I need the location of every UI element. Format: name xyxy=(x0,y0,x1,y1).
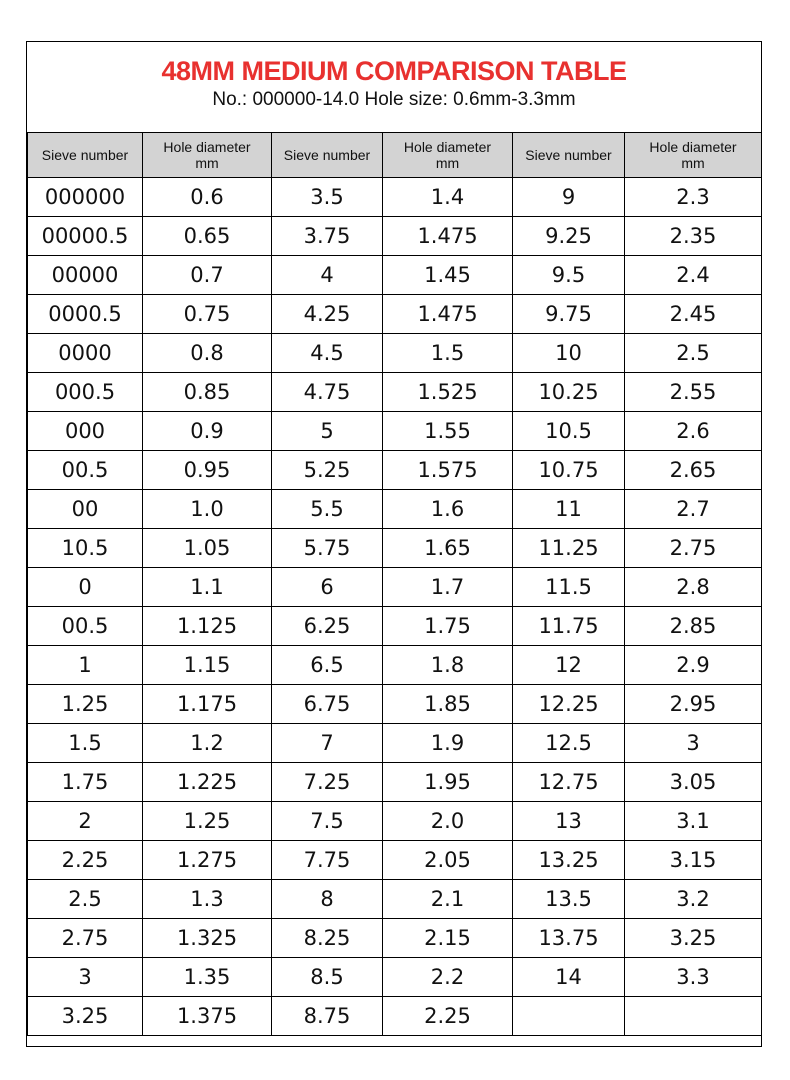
sieve-number-cell: 4.25 xyxy=(272,295,383,334)
sieve-number-cell: 6.25 xyxy=(272,607,383,646)
hole-diameter-cell: 2.4 xyxy=(625,256,762,295)
hole-diameter-cell: 2.55 xyxy=(625,373,762,412)
sieve-number-cell: 2.25 xyxy=(28,841,143,880)
table-row xyxy=(28,412,762,451)
table-row xyxy=(28,919,762,958)
sieve-number-cell: 2 xyxy=(28,802,143,841)
title-block xyxy=(27,42,761,132)
table-row xyxy=(28,724,762,763)
table-row xyxy=(28,490,762,529)
sieve-number-cell: 2.5 xyxy=(28,880,143,919)
hole-diameter-cell: 3.3 xyxy=(625,958,762,997)
hole-diameter-cell: 1.9 xyxy=(383,724,513,763)
sieve-number-cell: 4.75 xyxy=(272,373,383,412)
sieve-number-cell: 6 xyxy=(272,568,383,607)
header-hole-diameter-3 xyxy=(625,133,762,178)
sieve-number-cell: 8.5 xyxy=(272,958,383,997)
hole-diameter-cell: 0.9 xyxy=(143,412,272,451)
hole-diameter-cell: 1.5 xyxy=(383,334,513,373)
sieve-number-cell: 6.75 xyxy=(272,685,383,724)
hole-diameter-cell: 3.25 xyxy=(625,919,762,958)
hole-diameter-cell: 1.45 xyxy=(383,256,513,295)
header-line1: Sieve number xyxy=(41,147,129,163)
header-line1: Sieve number xyxy=(283,147,371,163)
sieve-number-cell: 1.25 xyxy=(28,685,143,724)
sieve-number-cell: 7.75 xyxy=(272,841,383,880)
table-row xyxy=(28,451,762,490)
hole-diameter-cell: 1.85 xyxy=(383,685,513,724)
hole-diameter-cell: 1.6 xyxy=(383,490,513,529)
hole-diameter-cell: 2.25 xyxy=(383,997,513,1036)
hole-diameter-cell: 2.65 xyxy=(625,451,762,490)
hole-diameter-cell: 1.1 xyxy=(143,568,272,607)
hole-diameter-cell: 1.8 xyxy=(383,646,513,685)
table-row xyxy=(28,529,762,568)
hole-diameter-cell: 1.3 xyxy=(143,880,272,919)
sieve-number-cell: 12 xyxy=(513,646,625,685)
sieve-number-cell: 1 xyxy=(28,646,143,685)
table-row xyxy=(28,646,762,685)
hole-diameter-cell: 1.35 xyxy=(143,958,272,997)
sieve-number-cell: 7.25 xyxy=(272,763,383,802)
hole-diameter-cell: 2.15 xyxy=(383,919,513,958)
hole-diameter-cell: 2.75 xyxy=(625,529,762,568)
sieve-number-cell: 000.5 xyxy=(28,373,143,412)
sieve-number-cell: 11.75 xyxy=(513,607,625,646)
sieve-number-cell: 10.75 xyxy=(513,451,625,490)
table-row xyxy=(28,958,762,997)
sieve-number-cell: 7 xyxy=(272,724,383,763)
hole-diameter-cell: 2.9 xyxy=(625,646,762,685)
table-row xyxy=(28,685,762,724)
sieve-number-cell: 12.25 xyxy=(513,685,625,724)
header-hole-diameter-2 xyxy=(383,133,513,178)
hole-diameter-cell: 1.125 xyxy=(143,607,272,646)
hole-diameter-cell: 1.325 xyxy=(143,919,272,958)
header-line1: Hole diameter xyxy=(163,139,251,155)
sieve-number-cell: 10.5 xyxy=(28,529,143,568)
table-row xyxy=(28,802,762,841)
sieve-number-cell: 4.5 xyxy=(272,334,383,373)
hole-diameter-cell: 2.7 xyxy=(625,490,762,529)
sieve-number-cell: 9 xyxy=(513,178,625,217)
hole-diameter-cell: 1.2 xyxy=(143,724,272,763)
hole-diameter-cell: 3.1 xyxy=(625,802,762,841)
hole-diameter-cell: 1.15 xyxy=(143,646,272,685)
header-line1: Hole diameter xyxy=(403,139,492,155)
sieve-number-cell: 1.75 xyxy=(28,763,143,802)
sieve-number-cell: 9.5 xyxy=(513,256,625,295)
hole-diameter-cell: 1.275 xyxy=(143,841,272,880)
hole-diameter-cell: 2.85 xyxy=(625,607,762,646)
sieve-number-cell: 10.25 xyxy=(513,373,625,412)
sieve-number-cell: 0000.5 xyxy=(28,295,143,334)
table-row xyxy=(28,178,762,217)
table-row xyxy=(28,841,762,880)
hole-diameter-cell: 0.7 xyxy=(143,256,272,295)
table-subtitle: No.: 000000-14.0 Hole size: 0.6mm-3.3mm xyxy=(212,89,576,110)
sieve-number-cell: 1.5 xyxy=(28,724,143,763)
sieve-number-cell: 2.75 xyxy=(28,919,143,958)
hole-diameter-cell: 2.0 xyxy=(383,802,513,841)
sieve-number-cell: 000 xyxy=(28,412,143,451)
sieve-number-cell: 3 xyxy=(28,958,143,997)
header-sieve-number-2 xyxy=(272,133,383,178)
hole-diameter-cell: 3 xyxy=(625,724,762,763)
header-line1: Sieve number xyxy=(525,147,612,163)
sieve-number-cell: 3.25 xyxy=(28,997,143,1036)
table-title: 48MM MEDIUM COMPARISON TABLE xyxy=(161,56,627,86)
sieve-number-cell: 13.5 xyxy=(513,880,625,919)
hole-diameter-cell: 0.6 xyxy=(143,178,272,217)
hole-diameter-cell: 1.95 xyxy=(383,763,513,802)
sieve-number-cell: 9.25 xyxy=(513,217,625,256)
hole-diameter-cell: 2.3 xyxy=(625,178,762,217)
sieve-number-cell: 8.25 xyxy=(272,919,383,958)
table-row xyxy=(28,334,762,373)
hole-diameter-cell: 1.65 xyxy=(383,529,513,568)
header-row xyxy=(28,133,762,178)
sieve-number-cell: 8.75 xyxy=(272,997,383,1036)
hole-diameter-cell: 3.2 xyxy=(625,880,762,919)
hole-diameter-cell: 1.75 xyxy=(383,607,513,646)
table-row xyxy=(28,763,762,802)
sieve-number-cell: 11 xyxy=(513,490,625,529)
hole-diameter-cell: 2.6 xyxy=(625,412,762,451)
hole-diameter-cell: 1.525 xyxy=(383,373,513,412)
hole-diameter-cell: 1.475 xyxy=(383,295,513,334)
sieve-number-cell: 13 xyxy=(513,802,625,841)
table-row xyxy=(28,997,762,1036)
hole-diameter-cell: 0.85 xyxy=(143,373,272,412)
hole-diameter-cell: 1.25 xyxy=(143,802,272,841)
hole-diameter-cell: 1.375 xyxy=(143,997,272,1036)
hole-diameter-cell: 0.8 xyxy=(143,334,272,373)
sieve-number-cell: 7.5 xyxy=(272,802,383,841)
sieve-number-cell: 5.75 xyxy=(272,529,383,568)
sieve-number-cell: 10 xyxy=(513,334,625,373)
sieve-number-cell: 12.75 xyxy=(513,763,625,802)
table-row xyxy=(28,880,762,919)
header-sieve-number-1 xyxy=(28,133,143,178)
table-row xyxy=(28,256,762,295)
header-sieve-number-3 xyxy=(513,133,625,178)
sieve-number-cell: 00000.5 xyxy=(28,217,143,256)
sieve-comparison-table xyxy=(27,132,762,1036)
hole-diameter-cell: 0.65 xyxy=(143,217,272,256)
sieve-number-cell xyxy=(513,997,625,1036)
hole-diameter-cell xyxy=(625,997,762,1036)
hole-diameter-cell: 1.475 xyxy=(383,217,513,256)
sieve-number-cell: 5 xyxy=(272,412,383,451)
hole-diameter-cell: 0.95 xyxy=(143,451,272,490)
sieve-number-cell: 0000 xyxy=(28,334,143,373)
sieve-number-cell: 3.75 xyxy=(272,217,383,256)
sieve-number-cell: 9.75 xyxy=(513,295,625,334)
hole-diameter-cell: 2.05 xyxy=(383,841,513,880)
comparison-table-frame xyxy=(26,41,762,1047)
sieve-number-cell: 11.5 xyxy=(513,568,625,607)
hole-diameter-cell: 1.05 xyxy=(143,529,272,568)
table-row xyxy=(28,217,762,256)
sieve-number-cell: 000000 xyxy=(28,178,143,217)
sieve-number-cell: 6.5 xyxy=(272,646,383,685)
sieve-number-cell: 8 xyxy=(272,880,383,919)
header-line2: mm xyxy=(195,155,219,171)
hole-diameter-cell: 2.45 xyxy=(625,295,762,334)
hole-diameter-cell: 2.8 xyxy=(625,568,762,607)
sieve-number-cell: 00.5 xyxy=(28,607,143,646)
hole-diameter-cell: 2.95 xyxy=(625,685,762,724)
sieve-number-cell: 13.25 xyxy=(513,841,625,880)
hole-diameter-cell: 3.15 xyxy=(625,841,762,880)
sieve-number-cell: 4 xyxy=(272,256,383,295)
sieve-number-cell: 10.5 xyxy=(513,412,625,451)
sieve-number-cell: 3.5 xyxy=(272,178,383,217)
hole-diameter-cell: 1.175 xyxy=(143,685,272,724)
header-line2: mm xyxy=(435,155,460,171)
table-row xyxy=(28,568,762,607)
hole-diameter-cell: 3.05 xyxy=(625,763,762,802)
sieve-number-cell: 12.5 xyxy=(513,724,625,763)
hole-diameter-cell: 2.2 xyxy=(383,958,513,997)
hole-diameter-cell: 2.35 xyxy=(625,217,762,256)
header-line2: mm xyxy=(681,155,705,171)
table-row xyxy=(28,295,762,334)
table-row xyxy=(28,607,762,646)
sieve-number-cell: 14 xyxy=(513,958,625,997)
table-body xyxy=(28,178,762,1036)
header-line1: Hole diameter xyxy=(649,139,737,155)
sieve-number-cell: 13.75 xyxy=(513,919,625,958)
sieve-number-cell: 11.25 xyxy=(513,529,625,568)
hole-diameter-cell: 2.1 xyxy=(383,880,513,919)
sieve-number-cell: 5.5 xyxy=(272,490,383,529)
hole-diameter-cell: 1.575 xyxy=(383,451,513,490)
hole-diameter-cell: 2.5 xyxy=(625,334,762,373)
hole-diameter-cell: 1.55 xyxy=(383,412,513,451)
hole-diameter-cell: 0.75 xyxy=(143,295,272,334)
hole-diameter-cell: 1.4 xyxy=(383,178,513,217)
hole-diameter-cell: 1.225 xyxy=(143,763,272,802)
sieve-number-cell: 00.5 xyxy=(28,451,143,490)
header-hole-diameter-1 xyxy=(143,133,272,178)
sieve-number-cell: 00 xyxy=(28,490,143,529)
sieve-number-cell: 5.25 xyxy=(272,451,383,490)
sieve-number-cell: 0 xyxy=(28,568,143,607)
hole-diameter-cell: 1.0 xyxy=(143,490,272,529)
hole-diameter-cell: 1.7 xyxy=(383,568,513,607)
table-row xyxy=(28,373,762,412)
sieve-number-cell: 00000 xyxy=(28,256,143,295)
